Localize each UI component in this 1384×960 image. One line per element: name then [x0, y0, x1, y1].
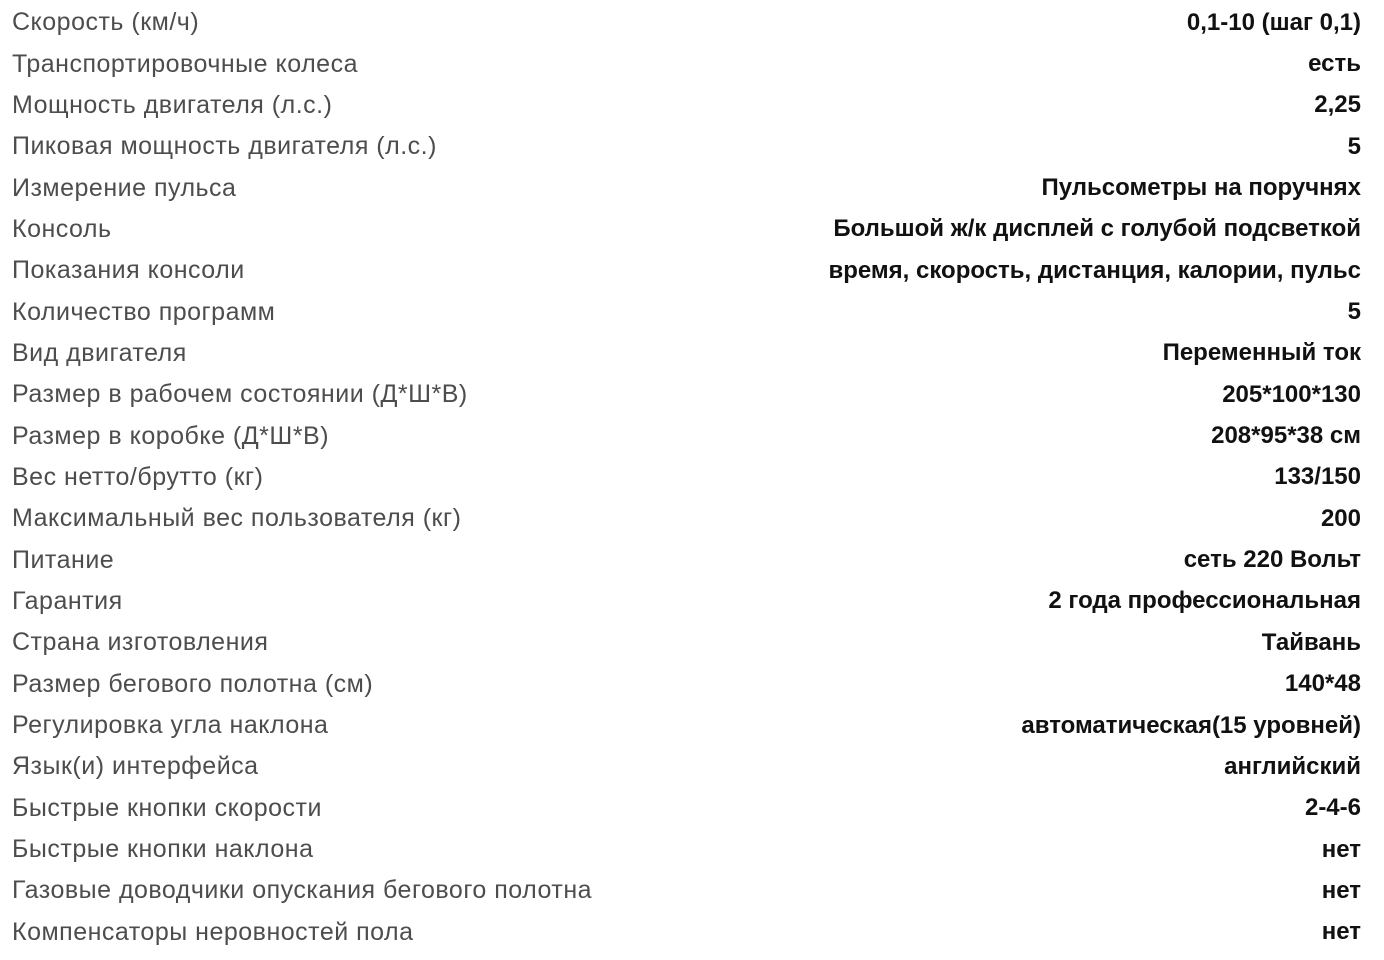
spec-row [12, 664, 1361, 705]
spec-row [12, 705, 1361, 746]
spec-label: Скорость (км/ч) [12, 8, 200, 37]
spec-value: 205*100*130 [1222, 380, 1361, 408]
spec-row [12, 209, 1361, 250]
spec-label: Газовые доводчики опускания бегового полотна [12, 876, 593, 905]
spec-value: 0,1-10 (шаг 0,1) [1186, 8, 1361, 36]
spec-row [12, 498, 1361, 539]
spec-row [12, 2, 1361, 43]
spec-value: 140*48 [1284, 670, 1361, 698]
spec-label: Количество программ [12, 297, 276, 326]
spec-value: 208*95*38 см [1211, 422, 1361, 450]
spec-label: Размер в коробке (Д*Ш*В) [12, 421, 330, 450]
spec-value: 133/150 [1274, 463, 1361, 491]
spec-label: Вес нетто/брутто (кг) [12, 462, 264, 491]
spec-value: нет [1321, 918, 1361, 946]
spec-row [12, 333, 1361, 374]
spec-row [12, 622, 1361, 663]
spec-row [12, 581, 1361, 622]
spec-label: Мощность двигателя (л.с.) [12, 90, 333, 119]
spec-value: английский [1224, 752, 1361, 780]
spec-row [12, 250, 1361, 291]
spec-row [12, 457, 1361, 498]
spec-label: Показания консоли [12, 256, 245, 285]
spec-label: Быстрые кнопки наклона [12, 835, 314, 864]
spec-value: есть [1308, 50, 1361, 78]
spec-label: Транспортировочные колеса [12, 49, 358, 78]
spec-label: Гарантия [12, 586, 123, 615]
spec-value: 5 [1347, 132, 1361, 160]
spec-row [12, 167, 1361, 208]
spec-value: сеть 220 Вольт [1183, 546, 1361, 574]
spec-label: Регулировка угла наклона [12, 711, 329, 740]
spec-row [12, 870, 1361, 911]
spec-value: 200 [1320, 504, 1361, 532]
spec-label: Питание [12, 545, 115, 574]
spec-row [12, 291, 1361, 332]
spec-value: 2,25 [1314, 91, 1361, 119]
spec-row [12, 539, 1361, 580]
spec-label: Быстрые кнопки скорости [12, 793, 322, 822]
spec-label: Вид двигателя [12, 338, 187, 367]
spec-row [12, 746, 1361, 787]
spec-label: Пиковая мощность двигателя (л.с.) [12, 132, 437, 161]
spec-value: автоматическая(15 уровней) [1021, 711, 1361, 739]
spec-value: 2 года профессиональная [1048, 587, 1361, 615]
spec-row [12, 415, 1361, 456]
spec-label: Размер в рабочем состоянии (Д*Ш*В) [12, 380, 468, 409]
spec-label: Консоль [12, 214, 112, 243]
spec-label: Размер бегового полотна (см) [12, 669, 374, 698]
spec-label: Язык(и) интерфейса [12, 752, 259, 781]
spec-label: Страна изготовления [12, 628, 269, 657]
spec-value: Пульсометры на поручнях [1041, 174, 1361, 202]
spec-row [12, 43, 1361, 84]
spec-value: Большой ж/к дисплей с голубой подсветкой [833, 215, 1361, 243]
spec-value: 2-4-6 [1304, 794, 1361, 822]
spec-value: Переменный ток [1162, 339, 1361, 367]
spec-row [12, 912, 1361, 953]
spec-value: нет [1321, 876, 1361, 904]
spec-value: нет [1321, 835, 1361, 863]
spec-value: 5 [1347, 298, 1361, 326]
spec-row [12, 85, 1361, 126]
spec-row [12, 829, 1361, 870]
spec-row [12, 374, 1361, 415]
spec-label: Измерение пульса [12, 173, 237, 202]
spec-value: Тайвань [1261, 628, 1361, 656]
spec-value: время, скорость, дистанция, калории, пульс [828, 256, 1361, 284]
spec-table [12, 2, 1361, 953]
spec-label: Компенсаторы неровностей пола [12, 917, 414, 946]
spec-row [12, 126, 1361, 167]
spec-label: Максимальный вес пользователя (кг) [12, 504, 462, 533]
spec-row [12, 788, 1361, 829]
